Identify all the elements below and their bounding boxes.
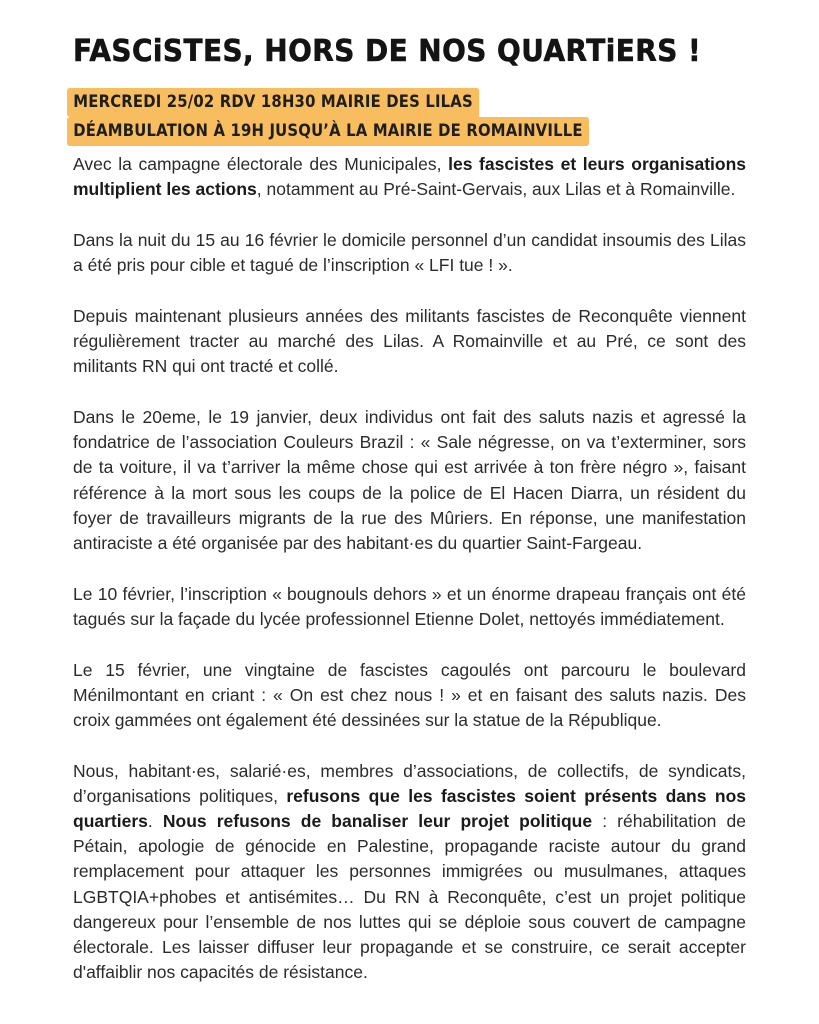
paragraph-menilmontant	[73, 658, 746, 734]
event-date-location: MERCREDI 25/02 RDV 18H30 MAIRIE DES LILAS	[67, 88, 479, 117]
paragraph-statement	[73, 759, 746, 986]
text-segment: : réhabilitation de Pétain, apologie de génocide en Palestine, propagande raciste autour du grand remplacement pour attaquer les personnes immigrées ou musulmanes, attaques LGBTQIA+phobes et antisémites… Du RN à Reconquête, c’est un projet politique dangereux pour l’ensemble de nos luttes qui se déploie sous couvert de campagne électorale. Les laisser diffuser leur propagande et se construire, ce serait accepter d'affaiblir nos capacités de résistance.	[73, 811, 746, 983]
text-segment: , notamment au Pré-Saint-Gervais, aux Lilas et à Romainville.	[256, 179, 736, 200]
bold-segment: Nous refusons de banaliser leur projet politique	[162, 811, 593, 832]
event-info-banner	[67, 88, 647, 146]
paragraph-lfi-tag	[73, 228, 746, 278]
text-segment: Le 15 février, une vingtaine de fascistes cagoulés ont parcouru le boulevard Ménilmontant en criant : « On est chez nous ! » et en faisant des saluts nazis. Des croix gammées ont également été dessinées sur la statue de la République.	[73, 659, 746, 730]
paragraph-20eme-aggression	[73, 405, 746, 556]
paragraph-lycee-tag	[73, 582, 746, 632]
page-title: FASCiSTES, HORS DE NOS QUARTiERS !	[73, 34, 702, 69]
paragraph-reconquete-market	[73, 304, 746, 380]
text-segment: .	[147, 811, 163, 832]
bold-segment: refusons que les fascistes soient présents dans nos quartiers	[73, 785, 746, 832]
article-body	[73, 152, 746, 1011]
event-route: DÉAMBULATION À 19H JUSQU’À LA MAIRIE DE ROMAINVILLE	[67, 117, 589, 146]
bold-segment: les fascistes et leurs organisations multiplient les actions	[73, 154, 746, 200]
text-segment: Depuis maintenant plusieurs années des militants fascistes de Reconquête viennent régulièrement tracter au marché des Lilas. A Romainville et au Pré, ce sont des militants RN qui ont tracté et collé.	[73, 305, 746, 377]
text-segment: Avec la campagne électorale des Municipales,	[73, 154, 449, 174]
text-segment: Dans le 20eme, le 19 janvier, deux individus ont fait des saluts nazis et agressé la fondatrice de l’association Couleurs Brazil : « Sale négresse, on va t’exterminer, sors de ta voiture, il va t’arriver la même chose qui est arrivée à ton frère négro », faisant référence à la mort sous les coups de la police de El Hacen Diarra, un résident du foyer de travailleurs migrants de la rue des Mûriers. En réponse, une manifestation antiraciste a été organisée par des habitant·es du quartier Saint-Fargeau.	[73, 406, 746, 553]
text-segment: Le 10 février, l’inscription « bougnouls dehors » et un énorme drapeau français ont été tagués sur la façade du lycée professionnel Etienne Dolet, nettoyés immédiatement.	[73, 583, 746, 629]
text-segment: Nous, habitant·es, salarié·es, membres d’associations, de collectifs, de syndicats, d’organisations politiques,	[73, 760, 746, 806]
text-segment: Dans la nuit du 15 au 16 février le domicile personnel d’un candidat insoumis des Lilas a été pris pour cible et tagué de l’inscription « LFI tue ! ».	[73, 229, 746, 276]
paragraph-campaign	[73, 152, 746, 202]
